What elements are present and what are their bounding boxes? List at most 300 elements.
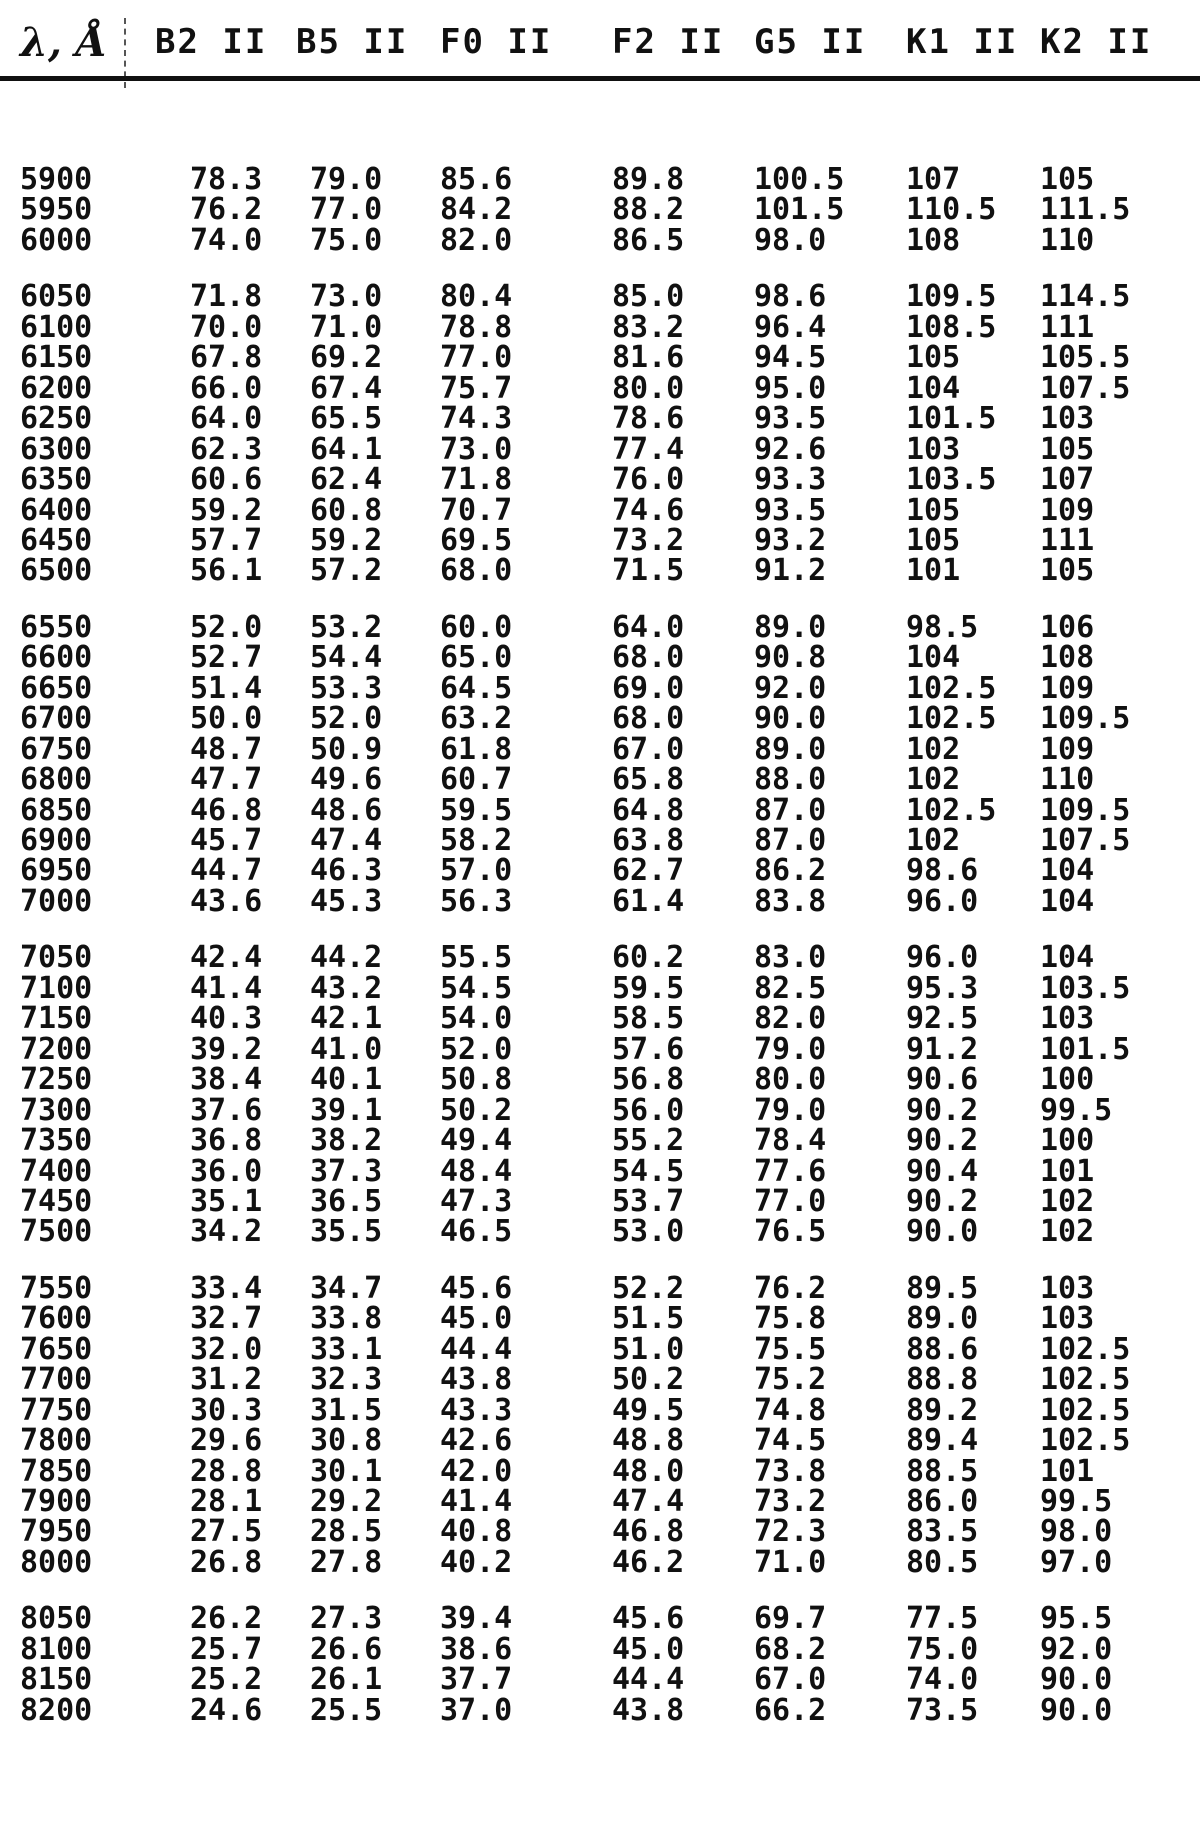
column-header: K2 II [1040, 22, 1153, 62]
value-cell: 104 [1040, 883, 1095, 919]
value-cell: 61.8 [440, 731, 513, 767]
value-cell: 67.0 [754, 1662, 827, 1698]
value-cell: 79.0 [310, 162, 383, 197]
value-cell: 110 [1040, 762, 1095, 798]
wavelength-cell: 7200 [20, 1031, 93, 1067]
value-cell: 89.0 [906, 1301, 979, 1337]
value-cell: 43.2 [310, 970, 383, 1006]
table-row [0, 1546, 1200, 1580]
value-cell: 49.6 [310, 762, 383, 798]
value-cell: 89.4 [906, 1423, 979, 1459]
value-cell: 78.3 [190, 162, 263, 197]
value-cell: 109.5 [1040, 701, 1131, 737]
value-cell: 36.8 [190, 1123, 263, 1159]
value-cell: 77.0 [440, 340, 513, 376]
wavelength-cell: 6000 [20, 222, 93, 258]
table-row [0, 1002, 1200, 1036]
value-cell: 64.8 [612, 792, 685, 828]
value-cell: 87.0 [754, 823, 827, 858]
value-cell: 83.0 [754, 940, 827, 976]
value-cell: 84.2 [440, 192, 513, 228]
value-cell: 29.2 [310, 1484, 383, 1519]
value-cell: 48.8 [612, 1423, 685, 1459]
wavelength-cell: 7900 [20, 1484, 93, 1519]
value-cell: 56.3 [440, 883, 513, 919]
value-cell: 99.5 [1040, 1092, 1113, 1128]
value-cell: 103.5 [1040, 970, 1131, 1006]
value-cell: 85.0 [612, 279, 685, 315]
value-cell: 100.5 [754, 162, 845, 197]
value-cell: 50.2 [440, 1092, 513, 1128]
value-cell: 71.0 [310, 309, 383, 345]
column-header: B5 II [296, 22, 409, 62]
value-cell: 51.0 [612, 1331, 685, 1367]
value-cell: 75.0 [906, 1631, 979, 1667]
table-row [0, 402, 1200, 436]
column-header: F2 II [612, 22, 725, 62]
value-cell: 95.3 [906, 970, 979, 1006]
value-cell: 32.7 [190, 1301, 263, 1337]
value-cell: 98.0 [1040, 1514, 1113, 1550]
value-cell: 105 [1040, 553, 1095, 589]
table-row [0, 193, 1200, 227]
wavelength-cell: 7950 [20, 1514, 93, 1550]
value-cell: 92.5 [906, 1001, 979, 1037]
wavelength-cell: 6800 [20, 762, 93, 798]
value-cell: 49.4 [440, 1123, 513, 1159]
value-cell: 105 [906, 522, 961, 558]
value-cell: 45.6 [440, 1270, 513, 1306]
value-cell: 60.6 [190, 462, 263, 498]
column-header: K1 II [906, 22, 1019, 62]
value-cell: 89.5 [906, 1270, 979, 1306]
column-header: B2 II [155, 22, 268, 62]
value-cell: 90.4 [906, 1153, 979, 1189]
value-cell: 56.8 [612, 1062, 685, 1098]
value-cell: 66.0 [190, 370, 263, 406]
value-cell: 103 [906, 431, 961, 467]
value-cell: 65.8 [612, 762, 685, 798]
value-cell: 32.3 [310, 1362, 383, 1398]
value-cell: 96.0 [906, 883, 979, 919]
wavelength-cell: 6550 [20, 609, 93, 645]
table-row [0, 554, 1200, 588]
wavelength-cell: 6400 [20, 492, 93, 528]
value-cell: 37.3 [310, 1153, 383, 1189]
value-cell: 26.8 [190, 1544, 263, 1580]
table-row [0, 311, 1200, 345]
value-cell: 76.0 [612, 462, 685, 498]
value-cell: 86.0 [906, 1484, 979, 1519]
wavelength-cell: 6050 [20, 279, 93, 315]
value-cell: 37.0 [440, 1692, 513, 1728]
value-cell: 76.2 [190, 192, 263, 228]
value-cell: 52.0 [190, 609, 263, 645]
value-cell: 90.2 [906, 1123, 979, 1159]
table-row [0, 433, 1200, 467]
wavelength-cell: 6500 [20, 553, 93, 589]
value-cell: 51.4 [190, 670, 263, 706]
value-cell: 55.2 [612, 1123, 685, 1159]
value-cell: 100 [1040, 1123, 1095, 1159]
value-cell: 110 [1040, 222, 1095, 258]
value-cell: 106 [1040, 609, 1095, 645]
value-cell: 27.5 [190, 1514, 263, 1550]
value-cell: 70.7 [440, 492, 513, 528]
column-header: λ, Å [20, 18, 107, 66]
value-cell: 94.5 [754, 340, 827, 376]
value-cell: 82.0 [440, 222, 513, 258]
table-row [0, 794, 1200, 828]
value-cell: 96.4 [754, 309, 827, 345]
value-cell: 86.2 [754, 853, 827, 889]
value-cell: 28.1 [190, 1484, 263, 1519]
value-cell: 103 [1040, 401, 1095, 437]
value-cell: 53.3 [310, 670, 383, 706]
value-cell: 92.0 [1040, 1631, 1113, 1667]
value-cell: 60.7 [440, 762, 513, 798]
value-cell: 39.4 [440, 1601, 513, 1637]
value-cell: 90.0 [1040, 1662, 1113, 1698]
value-cell: 74.0 [906, 1662, 979, 1698]
value-cell: 33.1 [310, 1331, 383, 1367]
value-cell: 48.7 [190, 731, 263, 767]
value-cell: 31.5 [310, 1392, 383, 1428]
table-row [0, 1063, 1200, 1097]
value-cell: 45.3 [310, 883, 383, 919]
value-cell: 78.6 [612, 401, 685, 437]
wavelength-cell: 6200 [20, 370, 93, 406]
value-cell: 58.2 [440, 823, 513, 858]
value-cell: 59.5 [440, 792, 513, 828]
value-cell: 109 [1040, 492, 1095, 528]
value-cell: 26.6 [310, 1631, 383, 1667]
value-cell: 30.3 [190, 1392, 263, 1428]
value-cell: 74.6 [612, 492, 685, 528]
value-cell: 90.0 [1040, 1692, 1113, 1728]
table-row [0, 733, 1200, 767]
value-cell: 92.0 [754, 670, 827, 706]
value-cell: 46.8 [190, 792, 263, 828]
value-cell: 100 [1040, 1062, 1095, 1098]
value-cell: 52.2 [612, 1270, 685, 1306]
value-cell: 73.5 [906, 1692, 979, 1728]
wavelength-cell: 7000 [20, 883, 93, 919]
value-cell: 109 [1040, 731, 1095, 767]
wavelength-cell: 7050 [20, 940, 93, 976]
value-cell: 56.1 [190, 553, 263, 589]
table-row [0, 1424, 1200, 1458]
value-cell: 86.5 [612, 222, 685, 258]
value-cell: 99.5 [1040, 1484, 1113, 1519]
value-cell: 104 [906, 370, 961, 406]
value-cell: 102.5 [1040, 1331, 1131, 1367]
table-row [0, 1485, 1200, 1519]
value-cell: 114.5 [1040, 279, 1131, 315]
value-cell: 45.7 [190, 823, 263, 858]
value-cell: 93.5 [754, 492, 827, 528]
value-cell: 42.6 [440, 1423, 513, 1459]
table-row [0, 641, 1200, 675]
wavelength-cell: 8200 [20, 1692, 93, 1728]
wavelength-cell: 7700 [20, 1362, 93, 1398]
value-cell: 55.5 [440, 940, 513, 976]
value-cell: 72.3 [754, 1514, 827, 1550]
table-row [0, 1363, 1200, 1397]
value-cell: 110.5 [906, 192, 997, 228]
value-cell: 109 [1040, 670, 1095, 706]
value-cell: 64.0 [612, 609, 685, 645]
table-row [0, 1633, 1200, 1667]
value-cell: 44.4 [440, 1331, 513, 1367]
value-cell: 102 [906, 731, 961, 767]
table-row [0, 163, 1200, 197]
column-header: G5 II [754, 22, 867, 62]
table-row [0, 372, 1200, 406]
value-cell: 102.5 [906, 701, 997, 737]
value-cell: 77.0 [754, 1183, 827, 1219]
value-cell: 73.0 [310, 279, 383, 315]
value-cell: 79.0 [754, 1031, 827, 1067]
value-cell: 59.2 [190, 492, 263, 528]
table-row [0, 972, 1200, 1006]
value-cell: 96.0 [906, 940, 979, 976]
value-cell: 98.6 [906, 853, 979, 889]
value-cell: 45.0 [612, 1631, 685, 1667]
wavelength-cell: 7400 [20, 1153, 93, 1189]
value-cell: 75.5 [754, 1331, 827, 1367]
value-cell: 85.6 [440, 162, 513, 197]
value-cell: 82.0 [754, 1001, 827, 1037]
table-row [0, 1394, 1200, 1428]
header-rule [0, 76, 1200, 81]
value-cell: 69.0 [612, 670, 685, 706]
value-cell: 28.8 [190, 1453, 263, 1489]
value-cell: 59.2 [310, 522, 383, 558]
value-cell: 102 [906, 823, 961, 858]
value-cell: 48.0 [612, 1453, 685, 1489]
table-row [0, 1602, 1200, 1636]
value-cell: 64.1 [310, 431, 383, 467]
wavelength-cell: 6750 [20, 731, 93, 767]
value-cell: 104 [1040, 940, 1095, 976]
value-cell: 108 [1040, 640, 1095, 676]
value-cell: 93.5 [754, 401, 827, 437]
value-cell: 50.2 [612, 1362, 685, 1398]
value-cell: 73.2 [612, 522, 685, 558]
wavelength-cell: 8100 [20, 1631, 93, 1667]
value-cell: 34.7 [310, 1270, 383, 1306]
value-cell: 93.3 [754, 462, 827, 498]
value-cell: 73.8 [754, 1453, 827, 1489]
value-cell: 90.2 [906, 1092, 979, 1128]
value-cell: 62.7 [612, 853, 685, 889]
column-header: F0 II [440, 22, 553, 62]
value-cell: 90.0 [906, 1214, 979, 1250]
value-cell: 37.6 [190, 1092, 263, 1128]
value-cell: 75.7 [440, 370, 513, 406]
value-cell: 101 [1040, 1153, 1095, 1189]
value-cell: 35.1 [190, 1183, 263, 1219]
value-cell: 57.6 [612, 1031, 685, 1067]
wavelength-cell: 7250 [20, 1062, 93, 1098]
value-cell: 54.0 [440, 1001, 513, 1037]
value-cell: 60.0 [440, 609, 513, 645]
table-row [0, 1155, 1200, 1189]
value-cell: 111 [1040, 522, 1095, 558]
wavelength-cell: 7600 [20, 1301, 93, 1337]
value-cell: 104 [906, 640, 961, 676]
value-cell: 101 [1040, 1453, 1095, 1489]
value-cell: 107.5 [1040, 823, 1131, 858]
value-cell: 62.4 [310, 462, 383, 498]
wavelength-cell: 6850 [20, 792, 93, 828]
value-cell: 75.2 [754, 1362, 827, 1398]
value-cell: 40.1 [310, 1062, 383, 1098]
value-cell: 24.6 [190, 1692, 263, 1728]
wavelength-cell: 7150 [20, 1001, 93, 1037]
value-cell: 57.0 [440, 853, 513, 889]
value-cell: 41.4 [190, 970, 263, 1006]
value-cell: 68.0 [612, 640, 685, 676]
value-cell: 83.5 [906, 1514, 979, 1550]
value-cell: 47.7 [190, 762, 263, 798]
value-cell: 58.5 [612, 1001, 685, 1037]
value-cell: 25.7 [190, 1631, 263, 1667]
value-cell: 77.0 [310, 192, 383, 228]
table-row [0, 1185, 1200, 1219]
wavelength-cell: 7100 [20, 970, 93, 1006]
value-cell: 88.5 [906, 1453, 979, 1489]
value-cell: 25.5 [310, 1692, 383, 1728]
value-cell: 40.3 [190, 1001, 263, 1037]
value-cell: 102.5 [1040, 1392, 1131, 1428]
wavelength-cell: 6300 [20, 431, 93, 467]
value-cell: 73.2 [754, 1484, 827, 1519]
value-cell: 102.5 [906, 792, 997, 828]
table-row [0, 1333, 1200, 1367]
value-cell: 43.8 [612, 1692, 685, 1728]
value-cell: 67.4 [310, 370, 383, 406]
value-cell: 46.3 [310, 853, 383, 889]
value-cell: 29.6 [190, 1423, 263, 1459]
value-cell: 83.8 [754, 883, 827, 919]
value-cell: 103.5 [906, 462, 997, 498]
value-cell: 36.0 [190, 1153, 263, 1189]
value-cell: 79.0 [754, 1092, 827, 1128]
value-cell: 54.5 [612, 1153, 685, 1189]
value-cell: 32.0 [190, 1331, 263, 1367]
value-cell: 47.3 [440, 1183, 513, 1219]
value-cell: 105 [906, 340, 961, 376]
value-cell: 41.0 [310, 1031, 383, 1067]
value-cell: 30.8 [310, 1423, 383, 1459]
value-cell: 67.8 [190, 340, 263, 376]
value-cell: 73.0 [440, 431, 513, 467]
wavelength-cell: 6150 [20, 340, 93, 376]
wavelength-cell: 6450 [20, 522, 93, 558]
value-cell: 105 [1040, 431, 1095, 467]
value-cell: 97.0 [1040, 1544, 1113, 1580]
value-cell: 93.2 [754, 522, 827, 558]
value-cell: 65.5 [310, 401, 383, 437]
value-cell: 53.7 [612, 1183, 685, 1219]
table-row [0, 672, 1200, 706]
wavelength-cell: 6650 [20, 670, 93, 706]
value-cell: 87.0 [754, 792, 827, 828]
value-cell: 88.2 [612, 192, 685, 228]
value-cell: 69.7 [754, 1601, 827, 1637]
value-cell: 64.5 [440, 670, 513, 706]
value-cell: 101 [906, 553, 961, 589]
value-cell: 52.0 [440, 1031, 513, 1067]
value-cell: 35.5 [310, 1214, 383, 1250]
value-cell: 39.2 [190, 1031, 263, 1067]
value-cell: 68.2 [754, 1631, 827, 1667]
table-row [0, 1094, 1200, 1128]
wavelength-cell: 5950 [20, 192, 93, 228]
value-cell: 74.5 [754, 1423, 827, 1459]
value-cell: 40.8 [440, 1514, 513, 1550]
value-cell: 52.7 [190, 640, 263, 676]
wavelength-cell: 6350 [20, 462, 93, 498]
value-cell: 71.8 [440, 462, 513, 498]
value-cell: 60.2 [612, 940, 685, 976]
value-cell: 43.8 [440, 1362, 513, 1398]
table-row [0, 280, 1200, 314]
value-cell: 43.3 [440, 1392, 513, 1428]
table-row [0, 224, 1200, 258]
value-cell: 28.5 [310, 1514, 383, 1550]
value-cell: 68.0 [612, 701, 685, 737]
value-cell: 46.5 [440, 1214, 513, 1250]
value-cell: 76.2 [754, 1270, 827, 1306]
value-cell: 98.0 [754, 222, 827, 258]
wavelength-cell: 8150 [20, 1662, 93, 1698]
table-row [0, 941, 1200, 975]
value-cell: 78.4 [754, 1123, 827, 1159]
value-cell: 101.5 [906, 401, 997, 437]
value-cell: 26.2 [190, 1601, 263, 1637]
value-cell: 33.4 [190, 1270, 263, 1306]
wavelength-cell: 6700 [20, 701, 93, 737]
table-row [0, 1215, 1200, 1249]
table-row [0, 854, 1200, 888]
wavelength-cell: 7300 [20, 1092, 93, 1128]
value-cell: 49.5 [612, 1392, 685, 1428]
value-cell: 50.8 [440, 1062, 513, 1098]
value-cell: 54.5 [440, 970, 513, 1006]
value-cell: 44.2 [310, 940, 383, 976]
wavelength-cell: 7750 [20, 1392, 93, 1428]
value-cell: 105 [906, 492, 961, 528]
wavelength-cell: 8050 [20, 1601, 93, 1637]
value-cell: 31.2 [190, 1362, 263, 1398]
value-cell: 30.1 [310, 1453, 383, 1489]
value-cell: 74.3 [440, 401, 513, 437]
value-cell: 102.5 [906, 670, 997, 706]
table-row [0, 611, 1200, 645]
value-cell: 90.8 [754, 640, 827, 676]
value-cell: 75.8 [754, 1301, 827, 1337]
value-cell: 102.5 [1040, 1362, 1131, 1398]
value-cell: 53.2 [310, 609, 383, 645]
value-cell: 25.2 [190, 1662, 263, 1698]
value-cell: 46.2 [612, 1544, 685, 1580]
value-cell: 36.5 [310, 1183, 383, 1219]
value-cell: 108.5 [906, 309, 997, 345]
table-row [0, 1694, 1200, 1728]
